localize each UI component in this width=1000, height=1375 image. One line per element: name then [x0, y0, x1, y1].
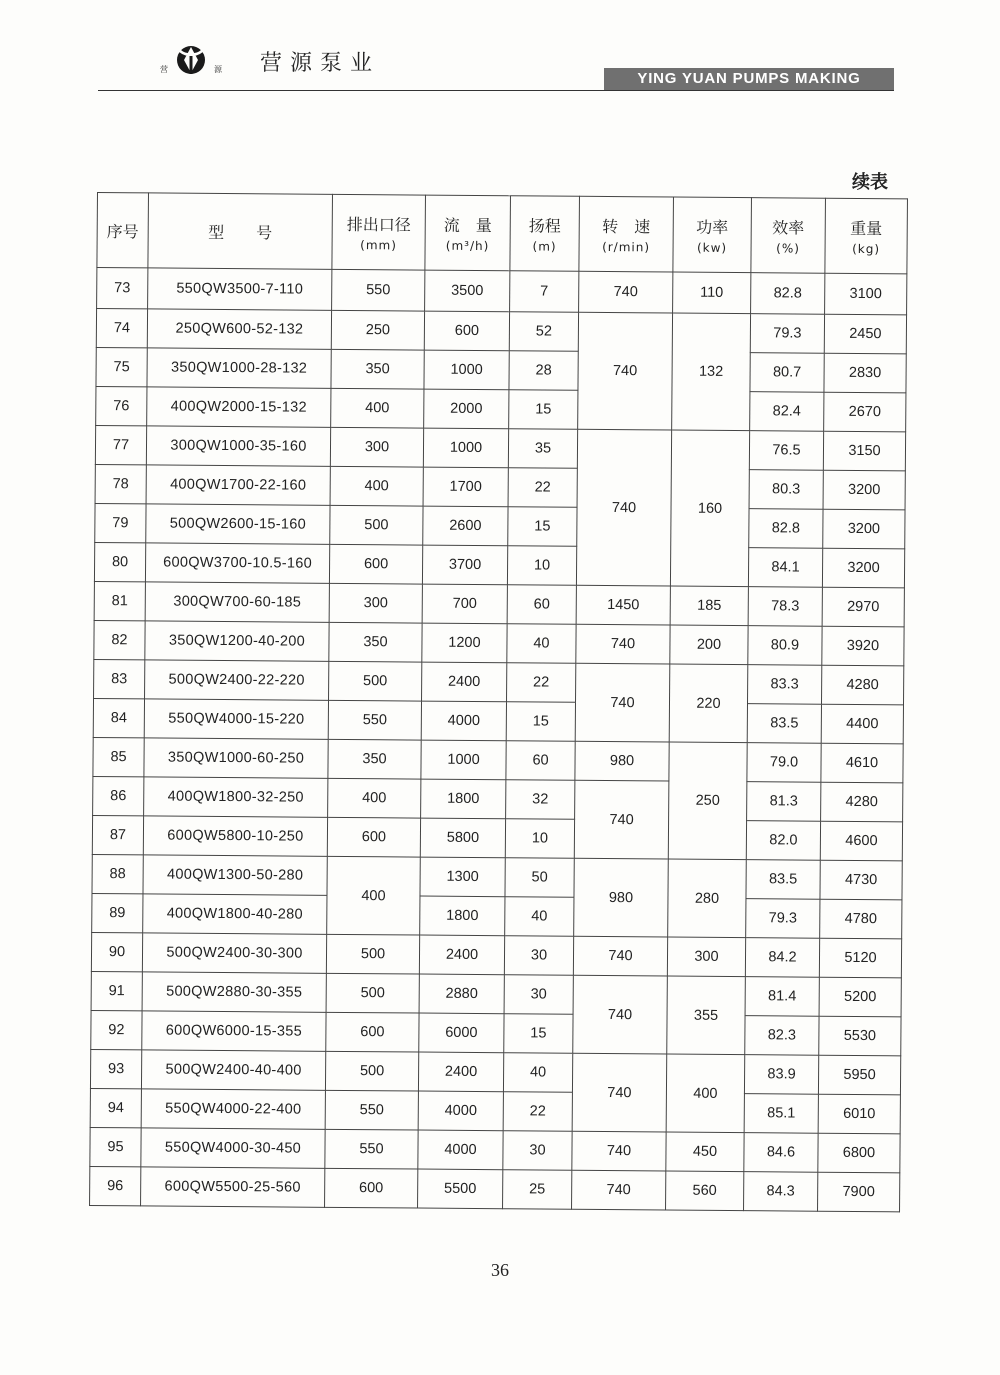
cell-no: 89: [92, 893, 143, 932]
header-cell: 功率 (kw): [673, 197, 752, 273]
cell-weight: 4280: [821, 782, 903, 822]
cell-eff: 78.3: [748, 587, 822, 627]
cell-no: 96: [90, 1166, 141, 1205]
logo-right-char: 源: [214, 65, 222, 74]
cell-eff: 82.3: [745, 1016, 819, 1056]
cell-flow: 4000: [418, 1130, 503, 1170]
cell-no: 77: [95, 425, 146, 464]
cell-weight: 2670: [824, 392, 906, 432]
cell-model: 500QW2600-15-160: [146, 504, 330, 544]
cell-head: 60: [506, 741, 575, 781]
cell-outlet: 400: [327, 856, 421, 935]
cell-outlet: 300: [329, 583, 422, 623]
cell-flow: 1300: [420, 857, 505, 897]
cell-eff: 82.0: [746, 821, 820, 861]
table-row: [92, 815, 902, 860]
cell-eff: 84.1: [748, 548, 822, 588]
cell-head: 60: [507, 585, 576, 625]
cell-model: 350QW1000-60-250: [144, 738, 328, 778]
brand-name-en: YING YUAN PUMPS MAKING: [604, 68, 894, 90]
cell-head: 15: [509, 390, 578, 430]
cell-speed: 1450: [576, 585, 670, 625]
cell-weight: 3200: [823, 470, 905, 510]
cell-weight: 7900: [818, 1172, 900, 1212]
cell-weight: 3100: [825, 273, 907, 315]
cell-outlet: 350: [331, 349, 424, 389]
table-row: [95, 464, 905, 509]
cell-flow: 2880: [419, 974, 504, 1014]
header-cell: 重量 (kg): [825, 198, 908, 274]
cell-flow: 5500: [418, 1169, 503, 1209]
cell-eff: 84.2: [745, 938, 819, 978]
cell-flow: 1800: [421, 779, 506, 819]
cell-weight: 3200: [823, 509, 905, 549]
cell-power: 185: [670, 586, 748, 626]
table-row: [93, 776, 903, 821]
cell-model: 300QW1000-35-160: [146, 426, 330, 466]
cell-speed: 740: [572, 1131, 666, 1171]
table-row: [90, 1127, 900, 1172]
cell-eff: 79.3: [750, 314, 824, 354]
header-cell: 效率 (%): [751, 198, 826, 274]
table-row: [95, 503, 905, 548]
cell-model: 400QW2000-15-132: [147, 387, 331, 427]
cell-weight: 4400: [821, 704, 903, 744]
cell-no: 80: [94, 542, 145, 581]
cell-flow: 1800: [420, 896, 505, 936]
cell-no: 78: [95, 464, 146, 503]
cell-head: 22: [503, 1092, 572, 1132]
cell-outlet: 500: [326, 934, 419, 974]
cell-flow: 700: [422, 584, 507, 624]
cell-weight: 2450: [824, 314, 906, 354]
cell-power: 250: [668, 742, 747, 860]
cell-outlet: 550: [325, 1090, 418, 1130]
table-row: [97, 268, 907, 315]
cell-outlet: 600: [326, 1012, 419, 1052]
cell-power: 220: [669, 664, 748, 743]
cell-head: 22: [508, 468, 577, 508]
cell-weight: 5950: [818, 1055, 900, 1095]
cell-model: 500QW2880-30-355: [142, 972, 326, 1012]
cell-speed: 740: [572, 1170, 666, 1210]
header-divider: [98, 90, 894, 91]
cell-weight: 6800: [818, 1133, 900, 1173]
cell-weight: 5530: [819, 1016, 901, 1056]
table-row: [90, 1088, 900, 1133]
cell-outlet: 550: [325, 1129, 418, 1169]
cell-no: 81: [94, 581, 145, 620]
cell-outlet: 500: [329, 661, 422, 701]
cell-no: 75: [96, 347, 147, 386]
cell-model: 350QW1200-40-200: [145, 621, 329, 661]
cell-head: 30: [504, 975, 573, 1015]
cell-no: 79: [95, 503, 146, 542]
cell-eff: 80.7: [750, 353, 824, 393]
cell-no: 83: [94, 659, 145, 698]
cell-head: 15: [508, 507, 577, 547]
cell-no: 95: [90, 1127, 141, 1166]
cell-power: 450: [666, 1132, 744, 1172]
cell-speed: 740: [576, 429, 671, 586]
cell-speed: 740: [573, 975, 668, 1054]
cell-outlet: 600: [325, 1168, 418, 1208]
cell-power: 400: [666, 1054, 745, 1133]
cell-power: 560: [666, 1171, 744, 1211]
table-row: [90, 1049, 900, 1094]
cell-weight: 4780: [820, 899, 902, 939]
cell-eff: 79.0: [747, 743, 821, 783]
cell-flow: 2400: [418, 1052, 503, 1092]
cell-weight: 4730: [820, 860, 902, 900]
cell-head: 30: [504, 936, 573, 976]
cell-flow: 1000: [423, 428, 508, 468]
cell-no: 91: [91, 971, 142, 1010]
cell-flow: 2400: [422, 662, 507, 702]
cell-speed: 740: [579, 271, 673, 313]
cell-flow: 3500: [425, 270, 510, 312]
cell-outlet: 550: [332, 269, 425, 311]
yingyuan-logo-icon: [156, 38, 226, 82]
cell-model: 600QW6000-15-355: [142, 1011, 326, 1051]
cell-model: 500QW2400-30-300: [142, 933, 326, 973]
cell-no: 82: [94, 620, 145, 659]
cell-power: 355: [667, 976, 746, 1055]
cell-no: 93: [90, 1049, 141, 1088]
cell-no: 84: [93, 698, 144, 737]
cell-speed: 740: [572, 1053, 667, 1132]
cell-flow: 2600: [423, 506, 508, 546]
cell-model: 600QW5500-25-560: [141, 1167, 325, 1207]
cell-head: 10: [505, 819, 574, 859]
cell-no: 86: [93, 776, 144, 815]
cell-outlet: 500: [326, 973, 419, 1013]
cell-flow: 5800: [420, 818, 505, 858]
cell-no: 94: [90, 1088, 141, 1127]
cell-power: 132: [672, 313, 751, 431]
cell-speed: 740: [575, 663, 670, 742]
cell-eff: 81.4: [745, 977, 819, 1017]
cell-model: 600QW5800-10-250: [143, 816, 327, 856]
cell-head: 40: [503, 1053, 572, 1093]
cell-head: 40: [505, 897, 574, 937]
header-cell: 排出口径 (mm): [332, 194, 426, 270]
header-cell: 流 量 (m³/h): [425, 195, 511, 271]
cell-flow: 1700: [423, 467, 508, 507]
cell-flow: 6000: [419, 1013, 504, 1053]
cell-head: 32: [506, 780, 575, 820]
table-row: [92, 854, 902, 899]
cell-flow: 1000: [421, 740, 506, 780]
cell-head: 25: [503, 1170, 572, 1210]
cell-model: 550QW3500-7-110: [148, 268, 332, 310]
cell-head: 7: [510, 271, 579, 313]
cell-outlet: 250: [331, 310, 424, 350]
cell-flow: 3700: [422, 545, 507, 585]
table-row: [91, 932, 901, 977]
cell-eff: 80.9: [748, 626, 822, 666]
cell-eff: 83.5: [747, 704, 821, 744]
cell-eff: 82.8: [751, 273, 825, 315]
cell-eff: 85.1: [744, 1094, 818, 1134]
cell-outlet: 350: [329, 622, 422, 662]
cell-flow: 1200: [422, 623, 507, 663]
cell-speed: 740: [573, 936, 667, 976]
cell-flow: 2400: [419, 935, 504, 975]
table-row: [96, 347, 906, 392]
header-cell: 扬程 (m): [510, 196, 580, 272]
cell-head: 50: [505, 858, 574, 898]
table-row: [94, 659, 904, 704]
continued-table-label: 续表: [852, 172, 888, 193]
cell-head: 28: [509, 351, 578, 391]
cell-eff: 79.3: [746, 899, 820, 939]
cell-head: 22: [507, 663, 576, 703]
cell-eff: 84.3: [744, 1172, 818, 1212]
cell-speed: 740: [578, 312, 673, 430]
cell-speed: 980: [575, 741, 669, 781]
cell-model: 500QW2400-40-400: [141, 1050, 325, 1090]
cell-eff: 82.8: [749, 509, 823, 549]
cell-power: 280: [668, 859, 747, 938]
table-body: [90, 268, 907, 1212]
table-row: [94, 581, 904, 626]
cell-outlet: 300: [330, 427, 423, 467]
cell-eff: 82.4: [750, 392, 824, 432]
header-cell: 序号: [97, 193, 149, 268]
cell-no: 87: [92, 815, 143, 854]
cell-eff: 84.6: [744, 1133, 818, 1173]
cell-outlet: 350: [328, 739, 421, 779]
cell-eff: 83.9: [744, 1055, 818, 1095]
cell-model: 350QW1000-28-132: [147, 348, 331, 388]
brand-name-cn: 营源泵业: [260, 51, 381, 76]
cell-no: 85: [93, 737, 144, 776]
table-row: [96, 386, 906, 431]
header-cell: 转 速 (r/min): [579, 196, 674, 272]
cell-head: 52: [509, 312, 578, 352]
cell-power: 200: [670, 625, 748, 665]
cell-model: 400QW1800-40-280: [143, 894, 327, 934]
cell-outlet: 600: [329, 544, 422, 584]
cell-eff: 80.3: [749, 470, 823, 510]
pump-spec-table: [89, 192, 908, 1212]
cell-no: 76: [96, 386, 147, 425]
cell-model: 550QW4000-30-450: [141, 1128, 325, 1168]
cell-model: 400QW1300-50-280: [143, 855, 327, 895]
cell-no: 88: [92, 854, 143, 893]
header-cell: 型 号: [148, 193, 333, 269]
cell-outlet: 600: [327, 817, 420, 857]
table-header-row: [97, 193, 908, 274]
cell-weight: 4610: [821, 743, 903, 783]
cell-eff: 83.5: [746, 860, 820, 900]
cell-flow: 2000: [424, 389, 509, 429]
cell-power: 160: [670, 430, 749, 587]
table-row: [91, 1010, 901, 1055]
cell-weight: 5120: [819, 938, 901, 978]
table-row: [91, 971, 901, 1016]
table-row: [96, 309, 906, 354]
cell-model: 400QW1800-32-250: [144, 777, 328, 817]
cell-model: 550QW4000-15-220: [144, 699, 328, 739]
cell-model: 600QW3700-10.5-160: [145, 543, 329, 583]
cell-head: 15: [504, 1014, 573, 1054]
cell-flow: 600: [424, 311, 509, 351]
cell-power: 300: [667, 937, 745, 977]
cell-model: 500QW2400-22-220: [145, 660, 329, 700]
cell-head: 35: [508, 429, 577, 469]
cell-weight: 2970: [822, 587, 904, 627]
cell-model: 250QW600-52-132: [147, 309, 331, 349]
cell-flow: 1000: [424, 350, 509, 390]
cell-power: 110: [673, 272, 751, 314]
cell-outlet: 400: [331, 388, 424, 428]
cell-outlet: 500: [325, 1051, 418, 1091]
cell-speed: 980: [574, 858, 669, 937]
cell-no: 92: [91, 1010, 142, 1049]
cell-weight: 2830: [824, 353, 906, 393]
cell-weight: 6010: [818, 1094, 900, 1134]
cell-weight: 3150: [823, 431, 905, 471]
cell-eff: 76.5: [749, 431, 823, 471]
cell-weight: 5200: [819, 977, 901, 1017]
cell-model: 400QW1700-22-160: [146, 465, 330, 505]
cell-outlet: 400: [328, 778, 421, 818]
cell-speed: 740: [576, 624, 670, 664]
cell-no: 90: [91, 932, 142, 971]
cell-weight: 3200: [822, 548, 904, 588]
page-header: [0, 0, 1000, 100]
page-number: 36: [491, 1260, 509, 1280]
cell-head: 10: [507, 546, 576, 586]
cell-outlet: 400: [330, 466, 423, 506]
cell-model: 300QW700-60-185: [145, 582, 329, 622]
cell-weight: 3920: [822, 626, 904, 666]
table-row: [95, 425, 905, 470]
table-row: [93, 698, 903, 743]
table-row: [93, 737, 903, 782]
cell-head: 30: [503, 1131, 572, 1171]
cell-model: 550QW4000-22-400: [141, 1089, 325, 1129]
table-row: [90, 1166, 900, 1211]
cell-flow: 4000: [421, 701, 506, 741]
cell-weight: 4600: [820, 821, 902, 861]
cell-outlet: 550: [328, 700, 421, 740]
cell-head: 40: [507, 624, 576, 664]
cell-flow: 4000: [418, 1091, 503, 1131]
cell-eff: 81.3: [747, 782, 821, 822]
cell-weight: 4280: [821, 665, 903, 705]
table-row: [92, 893, 902, 938]
cell-head: 15: [506, 702, 575, 742]
cell-eff: 83.3: [748, 665, 822, 705]
cell-no: 74: [96, 309, 147, 348]
cell-no: 73: [97, 268, 148, 309]
table-row: [94, 620, 904, 665]
table-row: [94, 542, 904, 587]
cell-speed: 740: [574, 780, 669, 859]
logo-left-char: 营: [160, 65, 168, 74]
cell-outlet: 500: [330, 505, 423, 545]
